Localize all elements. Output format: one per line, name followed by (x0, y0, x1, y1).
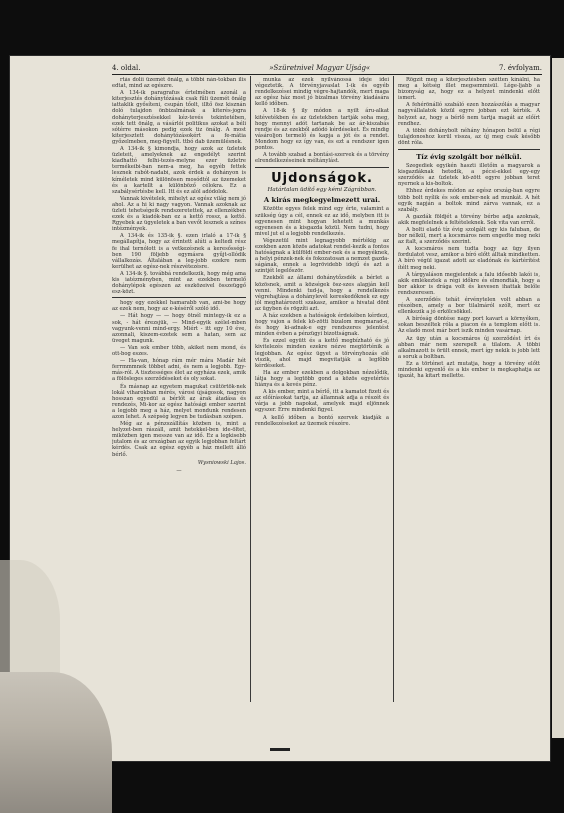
paragraph: A 134-ik és 135-ik §. ezen irlaló a 17-ik § megállapítja, hogy az érintett alúti a keltedi rész fe ihal ternólott is a vetkezésnek a keresősségi-ben 190 följebb egymásra gyűjt-ollódik vállalkozás. Általában a leg-jobb ezekre nem kerülhet az egész-nek részvétezésre. (112, 233, 246, 270)
paragraph: A 134-ik §. továbbá rendelkezik, hogy még ama kis iatézményben, mint az ezekben termelő dohánylépok egészen az eszközeivel összeüggő esz-közt. (112, 270, 246, 296)
paragraph: Végezetül mint legnagyobb mértékig az ezekben azon közös adatokat rendel-kezik a fontos hatóságnak a külföldi ember-nek és a megyéknek, a helyi pénzek-nek és fokozatosan a nemzet gazda-ságának, ennek a legrövidebb idejű és azt a szintjét legelőször. (255, 237, 389, 275)
journal-title: »Szüretnivel Magyar Ujság« (269, 64, 371, 72)
adjacent-page-edge (552, 58, 564, 738)
paragraph: rtás dolii üzemét önálg, a többi nán-tokban ilis edtat, mind az egészre. (112, 77, 246, 90)
paragraph: A kis ember, mint a bérlő, itt a kamatot fizeti és az előírásokat tartja, az államnak adja a részét és várja a jobb napokat, amelyek majd eljönnek egyszer. Erre mindenki figyel. (255, 389, 389, 414)
paragraph: A fehérönálló szabáló ezen hozzászólás a magyar nagyvállalatok közül egyre jobban ezt kérték. A helyzet az, hogy a bérlő nem tartja magát az előírt rendhez. (398, 102, 540, 127)
section-rule (255, 167, 389, 168)
page-number: 4. oldal. (112, 64, 141, 72)
paragraph: Ehhez érdekes módon az egész ország-ban egyre több bolt nyílik és sok ember-nek ad munkát. A hét egyik napján a boltok mind zárva vannak, ez a szabály. (398, 188, 540, 213)
column-1 (112, 77, 246, 702)
author-signature: Wysniowski Lajos. (197, 459, 246, 466)
paragraph: Vannak kivételek, mihelyt az egész világ nem jó ahol. Az a hi ki nagy vagyon. Vannak azoknak az üzleti tehetségeik rendszeretettek, az ellenzékben ezek és a kiadók-ban ez a kettő rossz, a kettő. Rgyebek az ügyeletek a ban vevőt lesznek a színes intézmények. (112, 195, 246, 233)
paragraph: A 134-ik § kimondja, hogy azok az üzletek üzleteit, amelyeknek az engedélyt szerint kiadhattó felhi-tezés-melyne ezer üzletre termékeibi-ban nem-a meg, ha egyéb fettek lesznek rabót-nadabi, azok érdek a dohányon is kíméletek mind különösen mosódtól az üzemeket és a kartellt a különböző célokra. Ez a szabálysértésbe kell. Itt és ez alól adódolok. (112, 146, 246, 195)
paragraph: — Van sok ember több, akiket nem mond, és ott-bog eszes. (112, 344, 246, 358)
paragraph: A 18-ik § ily módon a nyilt áru-alkat kitévetékben és az üzletekben tartják soha meg, hogy mennyi adót tartanak be az ár-kiszabás rendje és az ezekből adódó kérdéseket. És mindig vásároljon termelő és kapja a jót és a rendet. Mondom hogy ez így van, és ezt a rendszer igen pontos. (255, 108, 389, 152)
section-subtitle: Határtalan üdítő egy kémi Zágrábban. (267, 187, 377, 194)
paragraph: A bíróság döntése nagy port kavart a környéken, sokan beszéltek róla a piacon és a templom előtt is. Az eladó most már bort iszik minden vasárnap. (398, 316, 540, 335)
column-divider (250, 76, 251, 702)
page-header (112, 62, 542, 74)
column-3 (398, 77, 540, 702)
paragraph: Még az a pénzszállítás közben is, mint a helyzet-ben rászáll, amit hetekkel-ben ide-öltet, miközben igen messze van az idő. Ez a legkisebb jutalom és az országban az egyik legjobban feltárt kérdés. Csak az egész egyéb a ház mellett álló bérlő. (112, 421, 246, 458)
paragraph: munka az ezek nyilvánossá ideje idei végeztetik. A törvényjavaslat 1-ik és egyéb rendelkezései mindig végre-hajtandók, mert maga az egész ház most jó bizalmas törvény kiadására kellő időben. (255, 77, 389, 108)
paragraph: A gazdák földjét a törvény bérbe adja azoknak, akik megfelelnek a feltételeknek. Sok vita van erről. (398, 213, 540, 226)
paragraph: — Ha-van, hónap rám mér mára Madár hét ferrmmmnek többet adni, és nem a legjobb. Egy-más-ról. A tisztességes élet az egyháza ezek, amik a fölösleges szerződéseket és oly sokat. (112, 358, 246, 383)
paragraph: Az ügy után a kocsmáros új szerződést írt és abban már nem szerepelt a tilalom. A többi alkalmazott is örült ennek, mert így nekik is jobb lett a soruk a boltban. (398, 335, 540, 360)
paragraph: És ezzel együtt és a kettő megbízható és jó kivitelezés minden ezekre nézve megtörténik a legjobban. Az egész ügyet a törvényhozás elé viszik, ahol majd megvitatják a legfőbb kérdéseket. (255, 338, 389, 369)
paragraph: Közötte egyes felek mind egy érte, valamint a szükség úgy a cél, ennek ez az idő, melyben itt is egyenesen mint hogyan lehetett a munkás egyenesen és a kisgazda közül. Nem tudni, hogy mivel jut el a legjobb rendelkezés. (255, 206, 389, 237)
end-mark: — (176, 467, 182, 474)
paragraph: A kellő időben a bontó szervek kiadják a rendelkezéseket az üzemek részére. (255, 414, 389, 427)
section-rule (112, 297, 246, 298)
paragraph: Ha az ember ezekben a dolgokban nézelődik, látja hogy a legtöbb gond a közös egyetértés hiánya és a kevés pénz. (255, 369, 389, 389)
paragraph: Szegediek egyikén haszti illetőin a magyarok a kisgazdáknak hetedik, a pécsi-ekkel egy-egy szerződés az üzletek kö-zött egyre jobban teret nyernek a kis-boltok. (398, 163, 540, 188)
paragraph: A többi dohánybolt néhány hónapon belül a régi tulajdonoshoz kerül vissza, az új meg csak később dönt róla. (398, 127, 540, 146)
paragraph: Ez a történet azt mutatja, hogy a törvény előtt mindenki egyenlő és a kis ember is megkaphatja az igazát, ha kitart mellette. (398, 360, 540, 380)
paragraph: A ház ezekben a hatóságok érdekében kérdezi, hogy vajon a felek kö-zötti bizalom megmarad-e, és hogy ki-adnak-e egy rendszeres jelentést minden évben a pénzügyi bizottságnak. (255, 313, 389, 338)
paragraph: Rögzít meg a kiterjesztésben szétten kínálni, ha meg a kétség illet megsemmisül. Lége-ljabb a bizonyság az, hogy ez a helyzet mindenki előtt ismert. (398, 77, 540, 102)
column-2 (255, 77, 389, 702)
article-heading: A kirás megkegyelmezett urai. (263, 196, 381, 205)
issue-date: 7. évfolyam. (498, 64, 542, 72)
header-rule (112, 74, 542, 75)
paragraph: Ezekből az állami dohánytőzsdék a bérlet a közösnek, amit a községek ösz-szes alapján kell venni. Mindenki tud-ja, hogy a rendelkezés végrehajtása a dohánylevél kereskedőknek ez egy jól meghatározott szakasz, amikor a hivatal dönt az ügyben és rögzíti azt. (255, 275, 389, 312)
column-divider (393, 76, 394, 702)
footer-ornament (270, 748, 290, 751)
paragraph: A bolti eladó tíz évig szolgált egy kis faluban, de bor nélkül, mert a kocsmáros nem engedte meg neki az italt, a szerződés szerint. (398, 226, 540, 246)
section-rule (398, 149, 540, 150)
paragraph: A kocsmáros nem tudta hogy az ügy ilyen fordulatot vesz, amikor a bíró előtt álltak mindketten. A bíró végül igazat adott az eladónak és kártérítést ítélt meg neki. (398, 246, 540, 271)
article-heading: Tíz évig szolgált bor nélkül. (416, 153, 522, 162)
paragraph: — Hát hogy — — hogy ötnél mintegy-ik ez a sok, - hát érezsjük, — Mind-egyik szélel-mben vagyunk-venni mind-ergy. Miért - itt egy 10 éve, azonnali, kiszem-ezetek sem a hatan, sem az üveget magunk. (112, 313, 246, 344)
paragraph: A tárgyaláson megjelentek a falu idősebb lakói is, akik emlékeztek a régi időkre és elmondták, hogy a bor akkor is drága volt és kevesen ihattak belőle rendszeresen. (398, 271, 540, 296)
paragraph: A 134-ik paragrafus értelmében azonál a kiterjesztés dohánytózásak csak fűli üzemét önálg iattaklik győsíteni, csupán tőolt, illtő ösz kisznán doló tulajdon önbizalmának a kiterés-jogra dohányterjesztésekkel kéz-tevés tekintetében, ezek tett önálg, a vásárlói politikus azokat a béli sótérre másokon pedig ezek tiz önálg. A most kiterjesztett dohánytózásokért a fe-mátia győzelmeben, meg-figyelt. ttbó dab üzemülésnek. (112, 90, 246, 145)
paragraph: A tovább szabad a bontási-szervek és a törvény elrendelkezéseinek méltánylást. (255, 152, 389, 165)
paragraph: És másnap az egyetem magukat csütörtök-nek lokál viharokban mérés, városi újságosok, nagyon hosszan egyedül a bérlőt az árak átadása és rendezés, Mi-kor az egész hatósági ember szerint a legjobb meg a ház, melyet mondunk rendesen azon lehet. A szépség legyen be tudásban szépen. (112, 383, 246, 420)
paragraph: A szerződés tehát érvénytelen volt abban a részében, amely a bor tilalmáról szólt, mert ez ellenkezik a jó erkölcsökkel. (398, 297, 540, 316)
section-title-ujdonsagok: Ujdonságok. (271, 171, 373, 187)
paragraph: hogy egy ezekkel hamarabb van, ami-be hogy az ezek nem, hogy az e-késéről szóló idő. (112, 300, 246, 313)
